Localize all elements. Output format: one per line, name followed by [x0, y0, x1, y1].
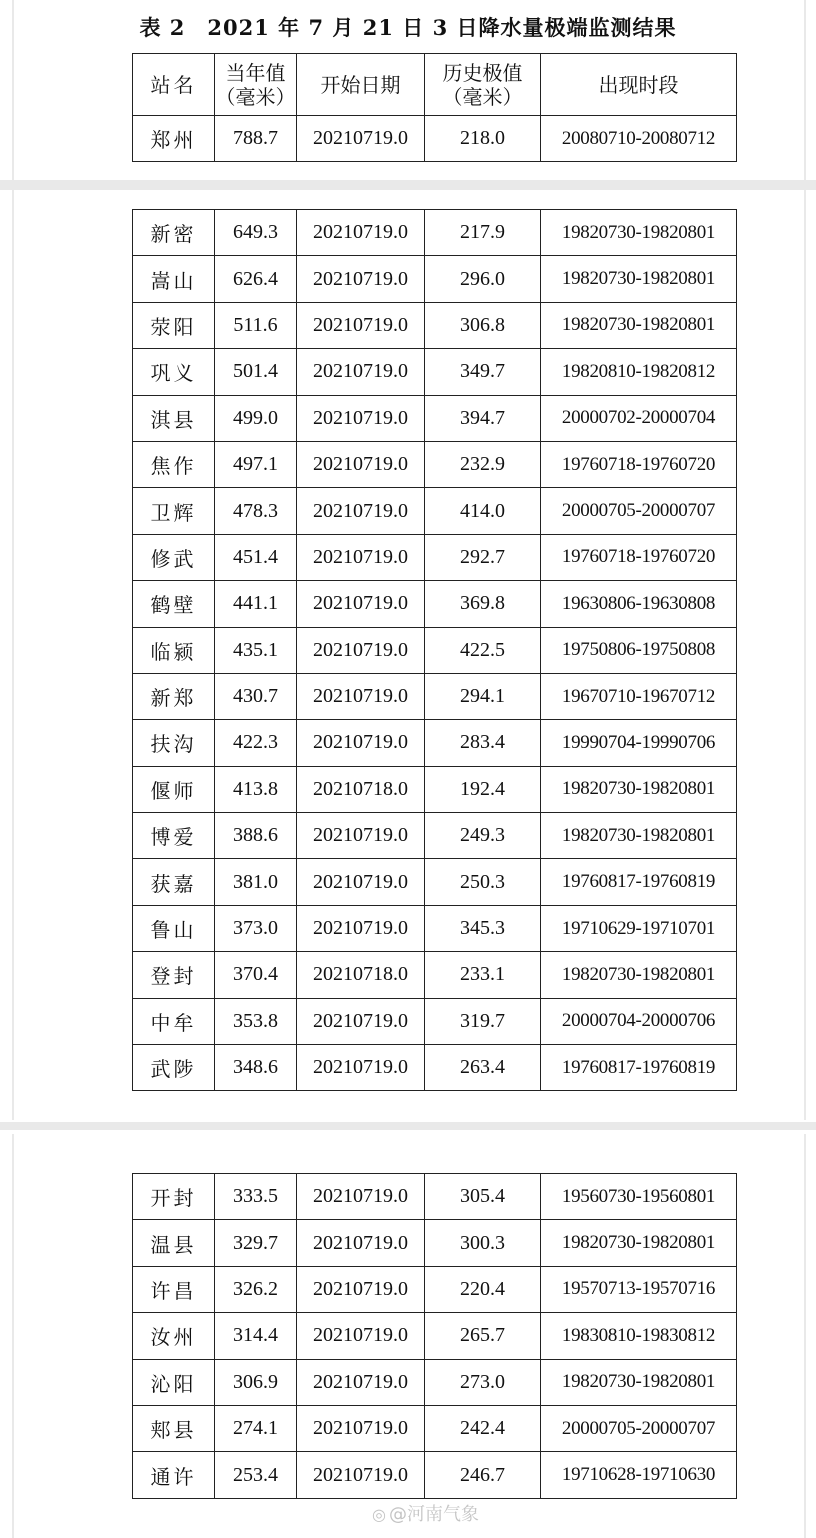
header-station: 站名 [133, 54, 215, 116]
table-row [133, 210, 737, 256]
cell-start-date: 20210719.0 [297, 441, 425, 487]
cell-station: 郑州 [133, 116, 215, 162]
table-row [133, 302, 737, 348]
cell-period: 19820730-19820801 [541, 1359, 737, 1405]
cell-historical-extreme: 292.7 [425, 534, 541, 580]
cell-historical-extreme: 345.3 [425, 905, 541, 951]
header-current-value: 当年值 （毫米） [215, 54, 297, 116]
cell-current-value: 333.5 [215, 1174, 297, 1220]
cell-period: 20000705-20000707 [541, 488, 737, 534]
cell-station: 嵩山 [133, 256, 215, 302]
cell-start-date: 20210719.0 [297, 1405, 425, 1451]
cell-historical-extreme: 249.3 [425, 813, 541, 859]
table-row [133, 395, 737, 441]
cell-station: 新郑 [133, 673, 215, 719]
cell-historical-extreme: 306.8 [425, 302, 541, 348]
cell-historical-extreme: 220.4 [425, 1266, 541, 1312]
cell-period: 19760718-19760720 [541, 441, 737, 487]
cell-start-date: 20210719.0 [297, 1266, 425, 1312]
cell-historical-extreme: 263.4 [425, 1045, 541, 1091]
cell-historical-extreme: 233.1 [425, 952, 541, 998]
cell-start-date: 20210719.0 [297, 1174, 425, 1220]
table-header-row [133, 54, 737, 116]
cell-start-date: 20210719.0 [297, 905, 425, 951]
cell-start-date: 20210719.0 [297, 581, 425, 627]
table-row [133, 766, 737, 812]
cell-station: 修武 [133, 534, 215, 580]
cell-current-value: 422.3 [215, 720, 297, 766]
cell-start-date: 20210719.0 [297, 395, 425, 441]
table-row [133, 720, 737, 766]
cell-start-date: 20210719.0 [297, 1359, 425, 1405]
divider [804, 1134, 806, 1538]
cell-station: 扶沟 [133, 720, 215, 766]
table-row [133, 673, 737, 719]
cell-historical-extreme: 265.7 [425, 1313, 541, 1359]
data-table [132, 53, 737, 162]
cell-historical-extreme: 283.4 [425, 720, 541, 766]
cell-period: 19630806-19630808 [541, 581, 737, 627]
cell-start-date: 20210719.0 [297, 813, 425, 859]
cell-current-value: 314.4 [215, 1313, 297, 1359]
cell-start-date: 20210719.0 [297, 116, 425, 162]
cell-period: 19820730-19820801 [541, 256, 737, 302]
cell-current-value: 441.1 [215, 581, 297, 627]
cell-current-value: 626.4 [215, 256, 297, 302]
cell-current-value: 348.6 [215, 1045, 297, 1091]
table-row [133, 441, 737, 487]
cell-station: 通许 [133, 1452, 215, 1498]
cell-start-date: 20210719.0 [297, 210, 425, 256]
cell-historical-extreme: 319.7 [425, 998, 541, 1044]
table-row [133, 1313, 737, 1359]
cell-station: 博爱 [133, 813, 215, 859]
cell-current-value: 451.4 [215, 534, 297, 580]
cell-current-value: 788.7 [215, 116, 297, 162]
divider [12, 190, 14, 1120]
cell-station: 许昌 [133, 1266, 215, 1312]
cell-historical-extreme: 192.4 [425, 766, 541, 812]
cell-current-value: 478.3 [215, 488, 297, 534]
cell-current-value: 306.9 [215, 1359, 297, 1405]
cell-start-date: 20210719.0 [297, 859, 425, 905]
cell-period: 19820730-19820801 [541, 952, 737, 998]
table-row [133, 534, 737, 580]
cell-current-value: 511.6 [215, 302, 297, 348]
table-row [133, 1452, 737, 1498]
cell-period: 19560730-19560801 [541, 1174, 737, 1220]
data-table [132, 209, 737, 1091]
cell-period: 19830810-19830812 [541, 1313, 737, 1359]
cell-current-value: 501.4 [215, 349, 297, 395]
cell-station: 登封 [133, 952, 215, 998]
table-row [133, 581, 737, 627]
cell-station: 沁阳 [133, 1359, 215, 1405]
divider [804, 0, 806, 180]
table-row [133, 813, 737, 859]
cell-station: 临颍 [133, 627, 215, 673]
cell-current-value: 430.7 [215, 673, 297, 719]
table-row [133, 952, 737, 998]
cell-current-value: 326.2 [215, 1266, 297, 1312]
table-row [133, 256, 737, 302]
cell-station: 偃师 [133, 766, 215, 812]
cell-historical-extreme: 414.0 [425, 488, 541, 534]
cell-historical-extreme: 250.3 [425, 859, 541, 905]
table-row [133, 627, 737, 673]
cell-station: 获嘉 [133, 859, 215, 905]
table-row [133, 349, 737, 395]
cell-period: 19990704-19990706 [541, 720, 737, 766]
cell-current-value: 381.0 [215, 859, 297, 905]
table-row [133, 1405, 737, 1451]
cell-current-value: 253.4 [215, 1452, 297, 1498]
cell-current-value: 499.0 [215, 395, 297, 441]
cell-historical-extreme: 246.7 [425, 1452, 541, 1498]
cell-historical-extreme: 349.7 [425, 349, 541, 395]
cell-station: 新密 [133, 210, 215, 256]
cell-period: 19570713-19570716 [541, 1266, 737, 1312]
cell-station: 淇县 [133, 395, 215, 441]
cell-station: 开封 [133, 1174, 215, 1220]
divider [804, 190, 806, 1120]
cell-historical-extreme: 294.1 [425, 673, 541, 719]
cell-period: 20000704-20000706 [541, 998, 737, 1044]
cell-start-date: 20210718.0 [297, 766, 425, 812]
cell-station: 焦作 [133, 441, 215, 487]
table-row [133, 1174, 737, 1220]
cell-start-date: 20210719.0 [297, 673, 425, 719]
table-title: 表 2 2021 年 7 月 21 日 3 日降水量极端监测结果 [139, 15, 677, 40]
cell-period: 19710628-19710630 [541, 1452, 737, 1498]
cell-current-value: 388.6 [215, 813, 297, 859]
watermark: ◎ @河南气象 [372, 1504, 479, 1525]
cell-start-date: 20210719.0 [297, 1220, 425, 1266]
cell-historical-extreme: 300.3 [425, 1220, 541, 1266]
cell-period: 19820730-19820801 [541, 302, 737, 348]
cell-historical-extreme: 242.4 [425, 1405, 541, 1451]
cell-current-value: 497.1 [215, 441, 297, 487]
cell-historical-extreme: 394.7 [425, 395, 541, 441]
cell-current-value: 353.8 [215, 998, 297, 1044]
cell-start-date: 20210719.0 [297, 720, 425, 766]
data-table [132, 1173, 737, 1499]
table-row [133, 1359, 737, 1405]
cell-start-date: 20210719.0 [297, 534, 425, 580]
cell-current-value: 435.1 [215, 627, 297, 673]
cell-period: 20000705-20000707 [541, 1405, 737, 1451]
cell-start-date: 20210719.0 [297, 256, 425, 302]
cell-period: 19760817-19760819 [541, 859, 737, 905]
cell-start-date: 20210719.0 [297, 1313, 425, 1359]
cell-station: 汝州 [133, 1313, 215, 1359]
cell-start-date: 20210718.0 [297, 952, 425, 998]
cell-period: 19820730-19820801 [541, 1220, 737, 1266]
cell-period: 20080710-20080712 [541, 116, 737, 162]
cell-historical-extreme: 305.4 [425, 1174, 541, 1220]
weibo-icon: ◎ [372, 1505, 386, 1524]
cell-period: 19750806-19750808 [541, 627, 737, 673]
cell-period: 20000702-20000704 [541, 395, 737, 441]
table-row [133, 116, 737, 162]
cell-station: 武陟 [133, 1045, 215, 1091]
divider [0, 1122, 816, 1130]
cell-period: 19820730-19820801 [541, 766, 737, 812]
cell-current-value: 274.1 [215, 1405, 297, 1451]
cell-station: 卫辉 [133, 488, 215, 534]
cell-start-date: 20210719.0 [297, 488, 425, 534]
header-period: 出现时段 [541, 54, 737, 116]
cell-station: 温县 [133, 1220, 215, 1266]
cell-current-value: 649.3 [215, 210, 297, 256]
cell-period: 19820730-19820801 [541, 813, 737, 859]
table-row [133, 859, 737, 905]
cell-start-date: 20210719.0 [297, 1045, 425, 1091]
table-row [133, 488, 737, 534]
header-historical-extreme: 历史极值 （毫米） [425, 54, 541, 116]
cell-start-date: 20210719.0 [297, 302, 425, 348]
cell-historical-extreme: 217.9 [425, 210, 541, 256]
cell-period: 19760817-19760819 [541, 1045, 737, 1091]
cell-station: 巩义 [133, 349, 215, 395]
cell-station: 荥阳 [133, 302, 215, 348]
cell-start-date: 20210719.0 [297, 1452, 425, 1498]
cell-historical-extreme: 422.5 [425, 627, 541, 673]
table-row [133, 1220, 737, 1266]
cell-historical-extreme: 232.9 [425, 441, 541, 487]
cell-station: 中牟 [133, 998, 215, 1044]
cell-current-value: 413.8 [215, 766, 297, 812]
cell-period: 19820730-19820801 [541, 210, 737, 256]
cell-historical-extreme: 296.0 [425, 256, 541, 302]
divider [12, 0, 14, 180]
divider [0, 180, 816, 190]
cell-current-value: 373.0 [215, 905, 297, 951]
header-start-date: 开始日期 [297, 54, 425, 116]
table-row [133, 998, 737, 1044]
table-row [133, 905, 737, 951]
divider [12, 1134, 14, 1538]
cell-station: 郏县 [133, 1405, 215, 1451]
cell-period: 19670710-19670712 [541, 673, 737, 719]
cell-station: 鲁山 [133, 905, 215, 951]
cell-historical-extreme: 369.8 [425, 581, 541, 627]
cell-start-date: 20210719.0 [297, 627, 425, 673]
cell-current-value: 370.4 [215, 952, 297, 998]
cell-current-value: 329.7 [215, 1220, 297, 1266]
table-row [133, 1266, 737, 1312]
cell-start-date: 20210719.0 [297, 998, 425, 1044]
cell-period: 19710629-19710701 [541, 905, 737, 951]
cell-period: 19760718-19760720 [541, 534, 737, 580]
cell-station: 鹤壁 [133, 581, 215, 627]
cell-historical-extreme: 273.0 [425, 1359, 541, 1405]
cell-historical-extreme: 218.0 [425, 116, 541, 162]
cell-period: 19820810-19820812 [541, 349, 737, 395]
cell-start-date: 20210719.0 [297, 349, 425, 395]
table-row [133, 1045, 737, 1091]
